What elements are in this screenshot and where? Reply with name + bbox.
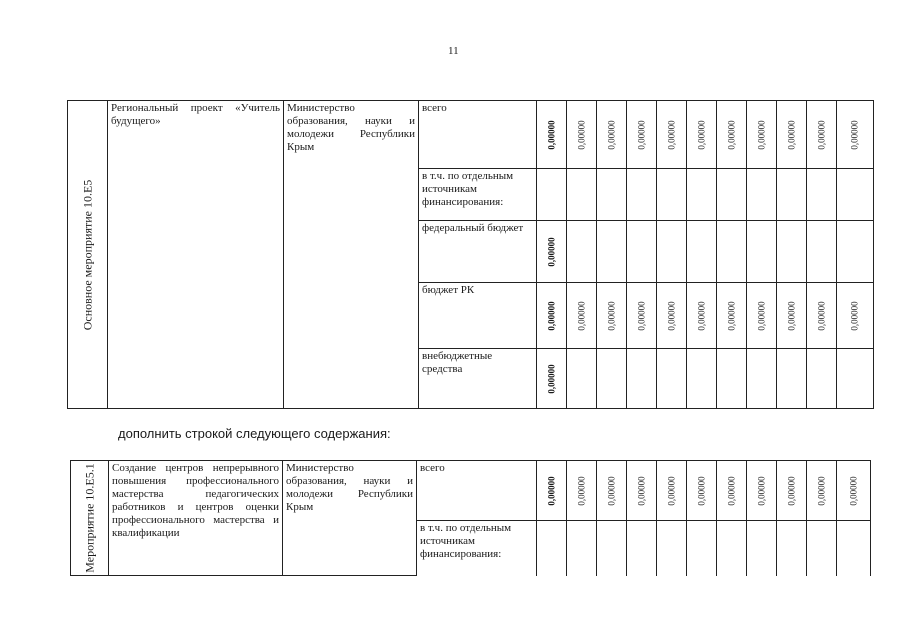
value-cell <box>627 349 657 409</box>
funding-source-label: внебюджетные средства <box>422 350 493 375</box>
value-cell <box>777 283 807 349</box>
value-cell <box>597 521 627 576</box>
amount-value: 0,00000 <box>849 300 860 331</box>
value-cell <box>627 461 657 521</box>
value-cell <box>777 521 807 576</box>
funding-source-cell <box>419 283 537 349</box>
value-cell <box>567 101 597 169</box>
value-cell <box>777 461 807 521</box>
description-cell <box>109 461 283 576</box>
value-cell <box>807 221 837 283</box>
value-cell <box>657 169 687 221</box>
executor-cell <box>284 101 419 409</box>
funding-source-label: в т.ч. по отдельным источникам финансирования: <box>422 170 514 208</box>
value-cell <box>567 221 597 283</box>
value-cell <box>627 221 657 283</box>
value-cell <box>687 101 717 169</box>
value-cell <box>807 521 837 576</box>
funding-source-cell <box>419 169 537 221</box>
value-cell <box>717 521 747 576</box>
description-text: Создание центров непрерывного повышения профессионального мастерства педагогических работников и центров оценки профессионального мастерства и квалификации <box>112 462 279 539</box>
value-cell <box>687 349 717 409</box>
amount-value: 0,00000 <box>786 475 796 506</box>
value-cell <box>717 221 747 283</box>
amount-value: 0,00000 <box>636 300 646 331</box>
funding-source-label: всего <box>420 462 445 474</box>
value-cell <box>657 283 687 349</box>
amount-value: 0,00000 <box>696 475 706 506</box>
value-cell <box>747 221 777 283</box>
amount-value: 0,00000 <box>546 119 556 150</box>
funding-source-cell <box>417 521 537 576</box>
value-cell <box>837 169 874 221</box>
value-cell <box>597 461 627 521</box>
value-cell <box>747 461 777 521</box>
amount-value: 0,00000 <box>576 300 586 331</box>
value-cell <box>537 461 567 521</box>
value-cell <box>537 101 567 169</box>
funding-source-label: федеральный бюджет <box>422 222 524 234</box>
amount-value: 0,00000 <box>816 475 826 506</box>
section-label: Мероприятие 10.Е5.1 <box>82 463 96 573</box>
value-cell <box>687 169 717 221</box>
value-cell <box>777 101 807 169</box>
amount-value: 0,00000 <box>848 475 858 506</box>
table-row <box>71 461 871 521</box>
amount-value: 0,00000 <box>636 475 646 506</box>
amount-value: 0,00000 <box>756 119 766 150</box>
value-cell <box>777 221 807 283</box>
value-cell <box>567 349 597 409</box>
value-cell <box>627 101 657 169</box>
value-cell <box>807 283 837 349</box>
amount-value: 0,00000 <box>849 119 860 150</box>
description-text: Региональный проект «Учитель будущего» <box>111 102 280 127</box>
value-cell <box>597 169 627 221</box>
value-cell <box>627 521 657 576</box>
value-cell <box>537 169 567 221</box>
amount-value: 0,00000 <box>666 300 676 331</box>
value-cell <box>597 349 627 409</box>
value-cell <box>807 461 837 521</box>
value-cell <box>777 349 807 409</box>
amount-value: 0,00000 <box>786 300 796 331</box>
value-cell <box>687 461 717 521</box>
page-number: 11 <box>448 45 459 57</box>
executor-text: Министерство образования, науки и молодежи Республики Крым <box>287 102 415 153</box>
funding-source-cell <box>417 461 537 521</box>
value-cell <box>537 349 567 409</box>
amendment-note: дополнить строкой следующего содержания: <box>118 426 391 441</box>
value-cell <box>627 169 657 221</box>
amount-value: 0,00000 <box>726 475 736 506</box>
section-label-cell <box>68 101 108 409</box>
value-cell <box>837 349 874 409</box>
amount-value: 0,00000 <box>576 119 586 150</box>
amount-value: 0,00000 <box>546 236 556 267</box>
value-cell <box>537 521 567 576</box>
value-cell <box>807 101 837 169</box>
value-cell <box>657 101 687 169</box>
description-cell <box>108 101 284 409</box>
value-cell <box>567 283 597 349</box>
value-cell <box>627 283 657 349</box>
value-cell <box>537 283 567 349</box>
amount-value: 0,00000 <box>546 363 556 394</box>
amount-value: 0,00000 <box>546 300 556 331</box>
value-cell <box>747 169 777 221</box>
funding-source-cell <box>419 349 537 409</box>
table-row <box>68 101 874 169</box>
amount-value: 0,00000 <box>576 475 586 506</box>
value-cell <box>597 283 627 349</box>
amount-value: 0,00000 <box>606 300 616 331</box>
value-cell <box>807 349 837 409</box>
value-cell <box>717 461 747 521</box>
value-cell <box>717 169 747 221</box>
section-label-cell <box>71 461 109 576</box>
value-cell <box>717 349 747 409</box>
funding-source-cell <box>419 221 537 283</box>
value-cell <box>837 461 871 521</box>
amount-value: 0,00000 <box>726 119 736 150</box>
amount-value: 0,00000 <box>666 119 676 150</box>
value-cell <box>747 101 777 169</box>
amount-value: 0,00000 <box>816 119 826 150</box>
value-cell <box>837 521 871 576</box>
value-cell <box>837 221 874 283</box>
value-cell <box>567 169 597 221</box>
value-cell <box>597 101 627 169</box>
amount-value: 0,00000 <box>666 475 676 506</box>
amount-value: 0,00000 <box>636 119 646 150</box>
value-cell <box>837 283 874 349</box>
value-cell <box>717 101 747 169</box>
amount-value: 0,00000 <box>756 475 766 506</box>
value-cell <box>657 349 687 409</box>
value-cell <box>657 521 687 576</box>
value-cell <box>567 521 597 576</box>
program-table-section-10e5 <box>67 100 874 409</box>
value-cell <box>537 221 567 283</box>
funding-source-cell <box>419 101 537 169</box>
value-cell <box>657 221 687 283</box>
value-cell <box>747 283 777 349</box>
funding-source-label: всего <box>422 102 447 114</box>
value-cell <box>837 101 874 169</box>
funding-source-label: бюджет РК <box>422 284 475 296</box>
value-cell <box>687 521 717 576</box>
program-table-measure-10e5-1 <box>70 460 871 576</box>
value-cell <box>807 169 837 221</box>
value-cell <box>597 221 627 283</box>
value-cell <box>687 283 717 349</box>
amount-value: 0,00000 <box>696 119 706 150</box>
executor-cell <box>283 461 417 576</box>
value-cell <box>747 521 777 576</box>
amount-value: 0,00000 <box>546 475 556 506</box>
value-cell <box>717 283 747 349</box>
section-label: Основное мероприятие 10.Е5 <box>80 179 94 330</box>
amount-value: 0,00000 <box>696 300 706 331</box>
amount-value: 0,00000 <box>726 300 736 331</box>
funding-source-label: в т.ч. по отдельным источникам финансирования: <box>420 522 512 560</box>
executor-text: Министерство образования, науки и молодежи Республики Крым <box>286 462 413 513</box>
value-cell <box>657 461 687 521</box>
value-cell <box>687 221 717 283</box>
value-cell <box>567 461 597 521</box>
amount-value: 0,00000 <box>786 119 796 150</box>
value-cell <box>747 349 777 409</box>
amount-value: 0,00000 <box>756 300 766 331</box>
amount-value: 0,00000 <box>606 475 616 506</box>
value-cell <box>777 169 807 221</box>
amount-value: 0,00000 <box>816 300 826 331</box>
amount-value: 0,00000 <box>606 119 616 150</box>
